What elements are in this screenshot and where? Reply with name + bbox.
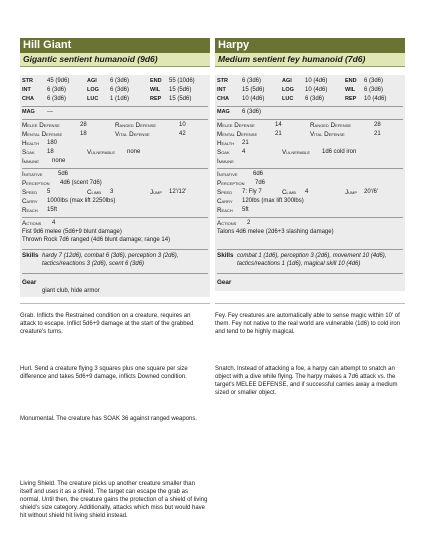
mag-row (22, 106, 208, 117)
ability-monumental: Monumental. The creature has SOAK 36 against ranged weapons. (20, 416, 197, 422)
attr-label: LOG (282, 87, 294, 93)
health-value: 180 (47, 140, 58, 146)
attr-label: END (345, 78, 357, 84)
ability-grab: Grab. Inflicts the Restrained condition on a creature, requires an attack to escape. Inflict 5d6+9 damage at the start of the grabbed creature's turns. (20, 313, 194, 335)
jump-value: 12'/12' (169, 189, 187, 195)
gear-value: giant club, hide armor (42, 288, 100, 294)
reach-row (22, 206, 208, 215)
ranged-defense-value: 10 (179, 122, 186, 128)
attack-entry (217, 236, 403, 244)
vulnerable-label: Vulnerable (87, 149, 115, 156)
ranged-defense-label: Ranged Defense (310, 122, 352, 129)
defense-row (217, 119, 403, 130)
immune-row (217, 157, 403, 166)
skills-label: Skills (217, 252, 234, 259)
initiative-label: Initiative (217, 171, 238, 178)
skills-value: combat 1 (1d6), perception 3 (2d6), movement 10 (4d6), tactics/reactions 1 (1d6), magical skill 10 (4d6) (237, 253, 387, 267)
divider (215, 303, 405, 304)
immune-label: Immune (217, 158, 234, 165)
health-label: Health (217, 140, 235, 147)
ranged-defense-value: 28 (374, 122, 381, 128)
attr-value: 6 (3d6) (242, 78, 262, 84)
vital-defense-value: 42 (179, 131, 186, 137)
attr-value: 45 (9d6) (47, 78, 70, 84)
attr-label: END (150, 78, 162, 84)
attr-label: AGI (87, 78, 97, 84)
attr-value: 1 (1d6) (110, 96, 130, 102)
mental-defense-value: 18 (80, 131, 87, 137)
reach-row (217, 206, 403, 215)
mental-defense-label: Mental Defense (22, 131, 63, 138)
mental-defense-label: Mental Defense (217, 131, 258, 138)
attr-value: 6 (3d6) (47, 96, 67, 102)
soak-row (22, 148, 208, 157)
attr-value: 55 (10d6) (169, 78, 195, 84)
attr-row (217, 95, 403, 104)
attr-value: 10 (4d6) (305, 87, 328, 93)
actions-value: 2 (247, 220, 251, 226)
mag-label: MAG (22, 109, 35, 115)
attr-label: REP (150, 96, 162, 102)
perception-row (22, 179, 208, 188)
climb-value: 3 (110, 189, 114, 195)
gear-label: Gear (217, 279, 232, 286)
ability-living-shield: Living Shield. The creature picks up another creature smaller than itself and uses it as a shield. The target can escape the grab as normal. Until then, the creature gains the protection of a shield of living shield's size category. Additionally, attacks which miss but would have hit without shield hit living shield instead. (20, 481, 208, 519)
actions-row (22, 217, 208, 228)
gear-row (217, 273, 403, 286)
reach-label: Reach (22, 207, 38, 214)
attr-label: CHA (217, 96, 229, 102)
skills-label: Skills (22, 252, 39, 259)
attr-label: LOG (87, 87, 99, 93)
attr-value: 6 (3d6) (47, 87, 67, 93)
initiative-row (22, 168, 208, 179)
attr-label: CHA (22, 96, 34, 102)
actions-label: Actions (217, 220, 237, 227)
speed-label: Speed (22, 189, 38, 196)
jump-label: Jump (150, 189, 163, 196)
attr-label: INT (217, 87, 226, 93)
speed-label: Speed (217, 189, 233, 196)
initiative-value: 5d6 (58, 171, 69, 177)
attr-label: INT (22, 87, 31, 93)
attr-value: 6 (3d6) (110, 87, 130, 93)
monster-name: Hill Giant (20, 38, 210, 53)
climb-label: Climb (87, 189, 101, 196)
vital-defense-label: Vital Defense (310, 131, 345, 138)
ranged-defense-label: Ranged Defense (115, 122, 157, 129)
mag-value: --- (47, 109, 53, 115)
monster-type: Medium sentient fey humanoid (7d6) (215, 53, 405, 67)
attr-label: WIL (345, 87, 356, 93)
attr-row (22, 95, 208, 104)
attack-entry: Thrown Rock 7d6 ranged (4d6 blunt damage; range 14) (22, 237, 171, 243)
speed-value: 7: Fly 7 (242, 189, 262, 195)
reach-label: Reach (217, 207, 233, 214)
attr-value: 6 (3d6) (364, 78, 384, 84)
mag-row (217, 106, 403, 117)
skills-value: hardy 7 (12d6), combat 6 (3d6), perception 3 (2d6), tactics/reactions 3 (2d6), scent 6 (3d6) (42, 253, 179, 267)
actions-row (217, 217, 403, 228)
melee-defense-value: 14 (275, 122, 282, 128)
attr-value: 6 (3d6) (305, 96, 325, 102)
attr-row (22, 77, 208, 86)
carry-value: 120lbs (max lift 300lbs) (242, 198, 304, 204)
reach-value: 5ft (242, 207, 249, 213)
vital-defense-label: Vital Defense (115, 131, 150, 138)
vulnerable-label: Vulnerable (282, 149, 310, 156)
attr-value: 15 (5d6) (242, 87, 265, 93)
mag-label: MAG (217, 109, 230, 115)
speed-row (22, 188, 208, 197)
monster-type: Gigantic sentient humanoid (9d6) (20, 53, 210, 67)
statblock-harpy (215, 38, 405, 291)
defense-row (22, 119, 208, 130)
initiative-label: Initiative (22, 171, 43, 178)
gear-label: Gear (22, 279, 37, 286)
melee-defense-label: Melee Defense (217, 122, 255, 129)
vulnerable-value: none (127, 149, 141, 155)
health-row (22, 139, 208, 148)
melee-defense-value: 28 (80, 122, 87, 128)
immune-row (22, 157, 208, 166)
soak-value: 18 (47, 149, 54, 155)
attr-row (217, 86, 403, 95)
skills-row (22, 249, 208, 268)
defense-row (22, 130, 208, 139)
carry-row (22, 197, 208, 206)
perception-row (217, 179, 403, 188)
ability-hurl: Hurl. Send a creature flying 3 squares plus one square per size difference and takes 5d6+9 damage, inflicts Downed condition. (20, 366, 188, 380)
divider (20, 303, 210, 304)
stat-block (215, 75, 405, 291)
attr-value: 10 (4d6) (364, 96, 387, 102)
attr-label: LUC (87, 96, 99, 102)
mag-value: 6 (3d6) (242, 109, 262, 115)
carry-row (217, 197, 403, 206)
climb-label: Climb (282, 189, 296, 196)
actions-label: Actions (22, 220, 42, 227)
immune-label: Immune (22, 158, 39, 165)
attack-entry: Fist 9d6 melee (5d6+9 blunt damage) (22, 229, 122, 235)
initiative-value: 6d6 (253, 171, 264, 177)
attr-row (22, 86, 208, 95)
carry-label: Carry (22, 198, 38, 205)
carry-value: 1000lbs (max lift 2250lbs) (47, 198, 116, 204)
actions-value: 4 (52, 220, 56, 226)
health-value: 21 (242, 140, 249, 146)
attr-value: 6 (3d6) (110, 78, 130, 84)
reach-value: 15ft (47, 207, 58, 213)
skills-row (217, 249, 403, 268)
initiative-row (217, 168, 403, 179)
attack-entry: Talons 4d6 melee (2d6+3 slashing damage) (217, 229, 334, 235)
statblock-hill-giant (20, 38, 210, 297)
defense-row (217, 130, 403, 139)
attr-value: 15 (5d6) (169, 96, 192, 102)
attr-label: REP (345, 96, 357, 102)
perception-value: 7d6 (255, 180, 266, 186)
soak-value: 4 (242, 149, 246, 155)
health-row (217, 139, 403, 148)
ability-fey: Fey. Fey creatures are automatically able to sense magic within 10' of them. Fey not native to the real world are vulnerable (1d6) to cold iron and tend to be highly magical. (215, 313, 401, 335)
attr-row (217, 77, 403, 86)
monster-name: Harpy (215, 38, 405, 53)
immune-value: none (52, 158, 66, 164)
stat-block (20, 75, 210, 297)
attr-label: AGI (282, 78, 292, 84)
soak-row (217, 148, 403, 157)
gear-row (22, 273, 208, 294)
vital-defense-value: 21 (374, 131, 381, 137)
attr-label: WIL (150, 87, 161, 93)
attr-value: 6 (3d6) (364, 87, 384, 93)
mental-defense-value: 21 (275, 131, 282, 137)
perception-value: 4d6 (scent 7d6) (60, 180, 102, 186)
ability-snatch: Snatch. Instead of attacking a foe, a harpy can attempt to snatch an object with a dive while flying. The harpy makes a 7d6 attack vs. the target's MELEE DEFENSE, and if successful carries away a medium sized or smaller object. (215, 366, 398, 396)
speed-row (217, 188, 403, 197)
jump-label: Jump (345, 189, 358, 196)
soak-label: Soak (217, 149, 230, 156)
attr-value: 15 (5d6) (169, 87, 192, 93)
attr-value: 10 (4d6) (305, 78, 328, 84)
perception-label: Perception (217, 180, 245, 187)
perception-label: Perception (22, 180, 50, 187)
climb-value: 4 (305, 189, 309, 195)
vulnerable-value: 1d6 cold iron (322, 149, 357, 155)
attr-label: STR (217, 78, 228, 84)
soak-label: Soak (22, 149, 35, 156)
attr-value: 10 (4d6) (242, 96, 265, 102)
jump-value: 20'/6' (364, 189, 378, 195)
speed-value: 5 (47, 189, 51, 195)
melee-defense-label: Melee Defense (22, 122, 60, 129)
attr-label: LUC (282, 96, 294, 102)
attr-label: STR (22, 78, 33, 84)
health-label: Health (22, 140, 40, 147)
carry-label: Carry (217, 198, 233, 205)
